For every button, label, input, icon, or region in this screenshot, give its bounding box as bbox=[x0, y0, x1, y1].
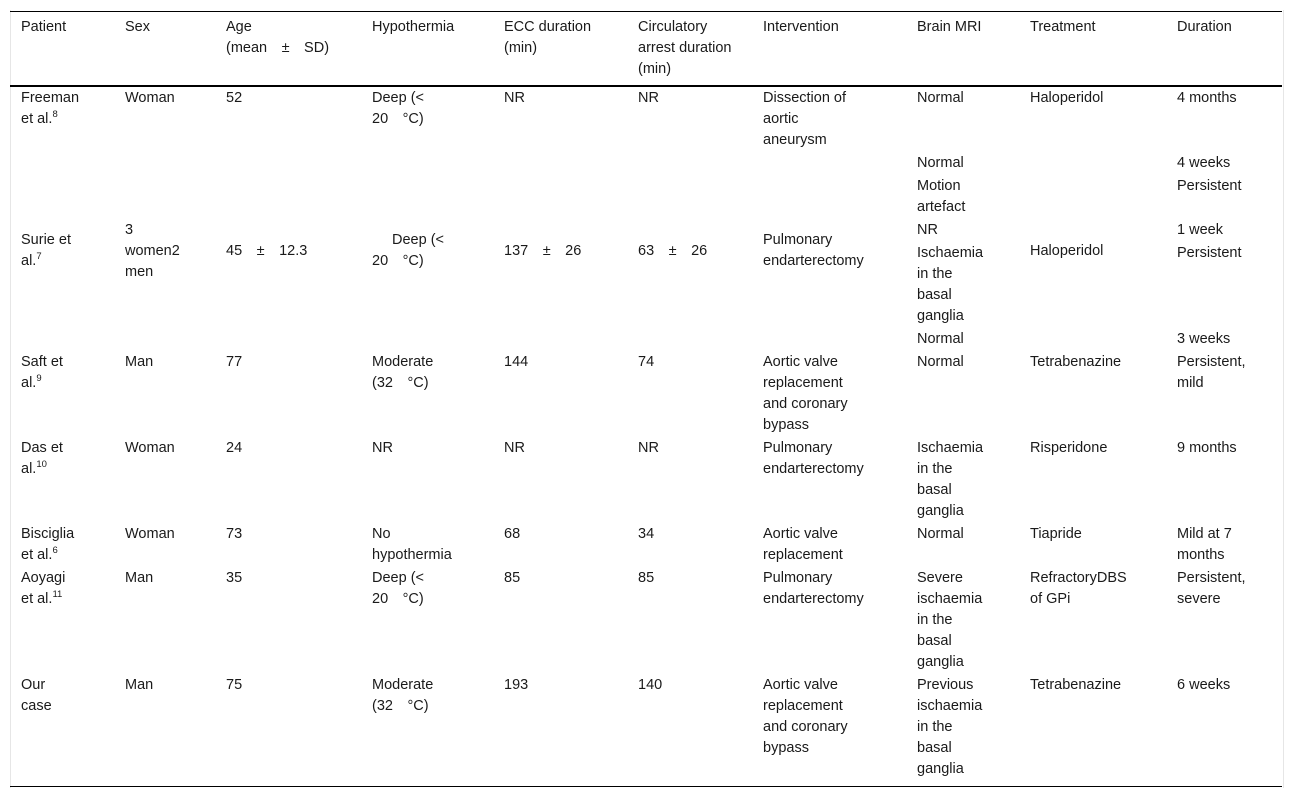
sex: Man bbox=[125, 354, 154, 370]
age: 35 bbox=[226, 570, 243, 586]
patient-name: Bisciglia bbox=[21, 526, 75, 542]
reference-superscript: 10 bbox=[36, 459, 47, 470]
arrest-duration: 63 ± 26 bbox=[638, 243, 708, 259]
hypothermia-cont: hypothermia bbox=[372, 547, 452, 563]
table-top-rule bbox=[10, 11, 1282, 12]
brain-mri-cont: in the bbox=[917, 266, 953, 282]
patient-name-cont: et al.$^8$ bbox=[21, 109, 58, 127]
intervention: Aortic valve bbox=[763, 526, 838, 542]
intervention-cont: endarterectomy bbox=[763, 253, 864, 269]
hypothermia: Deep (< bbox=[392, 232, 444, 248]
brain-mri: NR bbox=[917, 222, 938, 238]
arrest-duration: NR bbox=[638, 90, 659, 106]
intervention-cont: replacement bbox=[763, 547, 843, 563]
brain-mri: Normal bbox=[917, 331, 964, 347]
intervention-cont: endarterectomy bbox=[763, 461, 864, 477]
duration: 3 weeks bbox=[1177, 331, 1231, 347]
intervention: Aortic valve bbox=[763, 677, 838, 693]
patient-name: Aoyagi bbox=[21, 570, 66, 586]
brain-mri: Ischaemia bbox=[917, 440, 984, 456]
brain-mri-cont: artefact bbox=[917, 199, 966, 215]
arrest-duration: 34 bbox=[638, 526, 655, 542]
header-intervention: Intervention bbox=[763, 19, 839, 35]
patient-name: Our bbox=[21, 677, 46, 693]
brain-mri-cont: in the bbox=[917, 719, 953, 735]
brain-mri: Normal bbox=[917, 90, 964, 106]
ecc-duration: 144 bbox=[504, 354, 529, 370]
brain-mri: Motion bbox=[917, 178, 961, 194]
hypothermia: Moderate bbox=[372, 677, 434, 693]
treatment-cont: of GPi bbox=[1030, 591, 1071, 607]
age: 75 bbox=[226, 677, 243, 693]
age: 77 bbox=[226, 354, 243, 370]
sex: Man bbox=[125, 570, 154, 586]
ecc-duration: NR bbox=[504, 90, 525, 106]
sex-cont: women2 bbox=[125, 243, 180, 259]
header-age: Age bbox=[226, 19, 252, 35]
header-treatment: Treatment bbox=[1030, 19, 1096, 35]
hypothermia: Deep (< bbox=[372, 570, 424, 586]
hypothermia: Deep (< bbox=[372, 90, 424, 106]
duration: 4 weeks bbox=[1177, 155, 1231, 171]
header-hypothermia: Hypothermia bbox=[372, 19, 455, 35]
duration-cont: months bbox=[1177, 547, 1225, 563]
brain-mri-cont: ganglia bbox=[917, 503, 964, 519]
brain-mri-cont: in the bbox=[917, 612, 953, 628]
intervention: Aortic valve bbox=[763, 354, 838, 370]
intervention: Pulmonary bbox=[763, 570, 833, 586]
reference-superscript: 9 bbox=[36, 373, 42, 384]
header-patient: Patient bbox=[21, 19, 67, 35]
hypothermia-cont: (32 °C) bbox=[372, 375, 429, 391]
duration: Mild at 7 bbox=[1177, 526, 1232, 542]
treatment: RefractoryDBS bbox=[1030, 570, 1127, 586]
hypothermia: No bbox=[372, 526, 391, 542]
brain-mri: Normal bbox=[917, 526, 964, 542]
treatment: Tetrabenazine bbox=[1030, 354, 1122, 370]
patient-name: Saft et bbox=[21, 354, 63, 370]
table-frame bbox=[10, 10, 1284, 788]
intervention-cont: and coronary bbox=[763, 396, 848, 412]
treatment: Haloperidol bbox=[1030, 243, 1104, 259]
duration: Persistent bbox=[1177, 245, 1242, 261]
brain-mri: Normal bbox=[917, 155, 964, 171]
intervention: Pulmonary bbox=[763, 232, 833, 248]
hypothermia-cont: 20 °C) bbox=[372, 111, 424, 127]
age: 73 bbox=[226, 526, 243, 542]
age: 45 ± 12.3 bbox=[226, 243, 308, 259]
brain-mri-cont: ganglia bbox=[917, 654, 964, 670]
header-arrest: Circulatory bbox=[638, 19, 708, 35]
patient-name: Freeman bbox=[21, 90, 80, 106]
duration-cont: mild bbox=[1177, 375, 1204, 391]
duration: Persistent, bbox=[1177, 354, 1246, 370]
brain-mri-cont: basal bbox=[917, 633, 952, 649]
header-ecc: ECC duration bbox=[504, 19, 592, 35]
intervention: Dissection of bbox=[763, 90, 847, 106]
intervention-cont: bypass bbox=[763, 417, 809, 433]
age: 24 bbox=[226, 440, 243, 456]
brain-mri-cont: basal bbox=[917, 740, 952, 756]
sex-cont: men bbox=[125, 264, 154, 280]
ecc-duration: 137 ± 26 bbox=[504, 243, 582, 259]
header-brain-mri: Brain MRI bbox=[917, 19, 982, 35]
patient-name-cont: et al.$^{11}$ bbox=[21, 589, 63, 607]
duration-cont: severe bbox=[1177, 591, 1221, 607]
duration: 4 months bbox=[1177, 90, 1237, 106]
hypothermia-cont: 20 °C) bbox=[372, 591, 424, 607]
ecc-duration: 193 bbox=[504, 677, 529, 693]
reference-superscript: 7 bbox=[36, 251, 42, 262]
hypothermia-cont: 20 °C) bbox=[372, 253, 424, 269]
header-arrest-l2: arrest duration bbox=[638, 40, 732, 56]
duration: Persistent bbox=[1177, 178, 1242, 194]
treatment: Haloperidol bbox=[1030, 90, 1104, 106]
duration: 1 week bbox=[1177, 222, 1223, 238]
brain-mri: Previous bbox=[917, 677, 974, 693]
header-arrest-unit: (min) bbox=[638, 61, 672, 77]
intervention: Pulmonary bbox=[763, 440, 833, 456]
sex: Man bbox=[125, 677, 154, 693]
patient-name-cont: al.$^{10}$ bbox=[21, 459, 47, 477]
header-duration: Duration bbox=[1177, 19, 1232, 35]
intervention-cont: replacement bbox=[763, 698, 843, 714]
brain-mri-cont: ganglia bbox=[917, 761, 964, 777]
sex: Woman bbox=[125, 526, 175, 542]
brain-mri-cont: ganglia bbox=[917, 308, 964, 324]
treatment: Tetrabenazine bbox=[1030, 677, 1122, 693]
reference-superscript: 11 bbox=[52, 589, 63, 600]
table-bottom-rule bbox=[10, 786, 1282, 787]
intervention-cont: endarterectomy bbox=[763, 591, 864, 607]
brain-mri: Ischaemia bbox=[917, 245, 984, 261]
patient-name-cont: al.$^9$ bbox=[21, 373, 42, 391]
treatment: Risperidone bbox=[1030, 440, 1108, 456]
sex: Woman bbox=[125, 90, 175, 106]
patient-name-cont: et al.$^6$ bbox=[21, 545, 58, 563]
sex: Woman bbox=[125, 440, 175, 456]
brain-mri-cont: ischaemia bbox=[917, 591, 983, 607]
intervention-cont: aneurysm bbox=[763, 132, 827, 148]
arrest-duration: 85 bbox=[638, 570, 655, 586]
header-bottom-rule bbox=[10, 85, 1282, 87]
hypothermia: NR bbox=[372, 440, 393, 456]
hypothermia-cont: (32 °C) bbox=[372, 698, 429, 714]
sex: 3 bbox=[125, 222, 134, 238]
duration: 6 weeks bbox=[1177, 677, 1231, 693]
patient-name: Das et bbox=[21, 440, 63, 456]
ecc-duration: 68 bbox=[504, 526, 521, 542]
intervention-cont: replacement bbox=[763, 375, 843, 391]
patient-name-cont: al.$^7$ bbox=[21, 251, 42, 269]
arrest-duration: 74 bbox=[638, 354, 655, 370]
reference-superscript: 6 bbox=[52, 545, 58, 556]
patient-name-cont: case bbox=[21, 698, 52, 714]
age: 52 bbox=[226, 90, 243, 106]
ecc-duration: 85 bbox=[504, 570, 521, 586]
hypothermia: Moderate bbox=[372, 354, 434, 370]
treatment: Tiapride bbox=[1030, 526, 1082, 542]
header-sex: Sex bbox=[125, 19, 150, 35]
header-age-unit: (mean ± SD) bbox=[226, 40, 330, 56]
duration: Persistent, bbox=[1177, 570, 1246, 586]
intervention-cont: aortic bbox=[763, 111, 799, 127]
brain-mri-cont: basal bbox=[917, 287, 952, 303]
brain-mri: Normal bbox=[917, 354, 964, 370]
intervention-cont: and coronary bbox=[763, 719, 848, 735]
brain-mri-cont: in the bbox=[917, 461, 953, 477]
duration: 9 months bbox=[1177, 440, 1237, 456]
intervention-cont: bypass bbox=[763, 740, 809, 756]
brain-mri-cont: ischaemia bbox=[917, 698, 983, 714]
brain-mri-cont: basal bbox=[917, 482, 952, 498]
reference-superscript: 8 bbox=[52, 109, 58, 120]
patient-name: Surie et bbox=[21, 232, 71, 248]
arrest-duration: 140 bbox=[638, 677, 663, 693]
ecc-duration: NR bbox=[504, 440, 525, 456]
brain-mri: Severe bbox=[917, 570, 963, 586]
header-ecc-unit: (min) bbox=[504, 40, 538, 56]
arrest-duration: NR bbox=[638, 440, 659, 456]
